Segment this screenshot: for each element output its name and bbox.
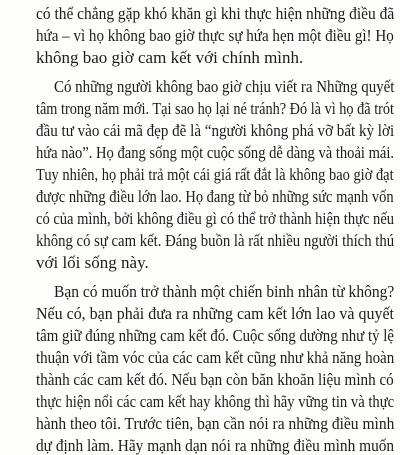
text-line: với lối sống này. <box>36 253 149 272</box>
text-line: thuận với tầm vóc của các cam kết cũng như khả năng hoàn <box>36 348 395 367</box>
text-line: Tuy nhiên, họ phải trả một cái giá rất đắt là không bao giờ đạt <box>36 165 394 184</box>
text-line: thành các cam kết đó. Nếu bạn còn băn khoăn liệu mình có <box>36 370 394 389</box>
text-line: tâm giữ đúng những cam kết đó. Cuộc sống dường như tỷ lệ <box>36 326 394 345</box>
text-line: thực hiện nổi các cam kết hay không thì hãy vững tin và thực <box>36 392 395 411</box>
text-line: hứa nào”. Họ đang sống một cuộc sống dễ dàng và thoải mái. <box>36 143 395 162</box>
text-line: được những điều lớn lao. Họ đang từ bỏ những sức mạnh vốn <box>36 187 394 206</box>
text-line: Bạn có muốn trở thành một chiến binh nhân từ không? <box>54 282 395 301</box>
text-line: có thể chẳng gặp khó khăn gì khi thực hiện những điều đã <box>36 4 395 23</box>
text-line: Có những người không bao giờ chịu viết ra Những quyết <box>54 77 395 96</box>
text-line: không có sự cam kết. Đáng buồn là rất nhiều người thích thú <box>36 231 395 250</box>
text-line: dự định làm. Hãy mạnh dạn nói ra những điều mình muốn <box>36 436 395 455</box>
text-line: Nếu có, bạn phải đưa ra những cam kết lớn lao và quyết <box>36 304 394 323</box>
text-line: đầu tư vào cái mã đẹp đẽ là “người không phá vỡ bất kỳ lời <box>36 121 395 140</box>
text-line: có của mình, bởi không điều gì có thể trở thành hiện thực nếu <box>36 209 395 228</box>
text-line: tâm trong năm mới. Tại sao họ lại né tránh? Đó là vì họ đã trót <box>36 99 395 118</box>
text-line: hành theo tôi. Trước tiên, bạn cần nói ra những điều mình <box>36 414 395 433</box>
text-line: không bao giờ cam kết với chính mình. <box>36 48 304 67</box>
text-line: hứa – vì họ không bao giờ thực sự hứa hẹn một điều gì! Họ <box>36 26 394 45</box>
